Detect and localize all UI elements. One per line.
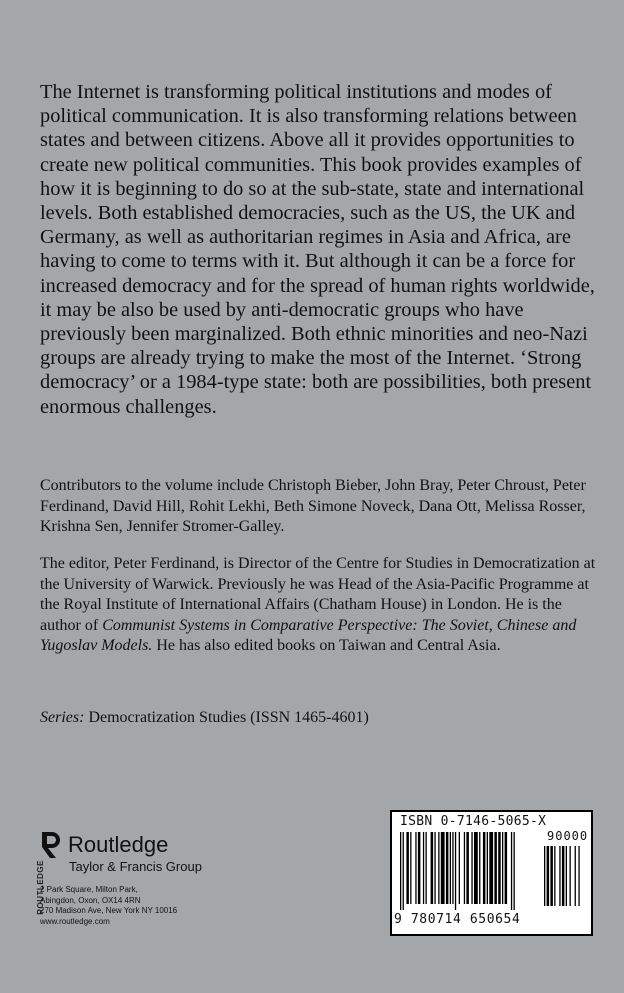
publisher-vertical-text: ROUTLEDGE <box>36 860 45 915</box>
isbn-barcode <box>390 810 593 936</box>
address-line: 2 Park Square, Milton Park, <box>40 885 138 894</box>
editor-bio <box>40 554 600 657</box>
editor-text-before: The editor, Peter Ferdinand, is Director of the Centre for Studies in Democratization at the University of Warwick. Previously he was Head of the Asia-Pacific Programme at the Royal Institute of International Affairs (Chatham House) in London. He is the author of <box>40 555 596 634</box>
publisher-name: Routledge <box>68 832 169 857</box>
contributors-text: Contributors to the volume include Christoph Bieber, John Bray, Peter Chroust, Peter Ferdinand, David Hill, Rohit Lekhi, Beth Simone Noveck, Dana Ott, Melissa Rosser, Krishna Sen, Jennifer Stromer-Galley. <box>40 477 586 536</box>
address-line: 270 Madison Ave, New York NY 10016 <box>40 906 178 915</box>
series-label: Series: <box>40 709 85 726</box>
ean-number: 9 780714 650654 <box>394 912 521 927</box>
publisher-group: Taylor & Francis Group <box>69 859 202 874</box>
editor-text-after: He has also edited books on Taiwan and Central Asia. <box>152 637 501 655</box>
ean-barcode-bars <box>400 832 540 912</box>
blurb <box>40 80 600 419</box>
routledge-logo-icon <box>38 830 62 860</box>
publisher-website: www.routledge.com <box>40 916 110 926</box>
series-line <box>40 708 600 729</box>
editor-book-title: Communist Systems in Comparative Perspective: The Soviet, Chinese and Yugoslav Models. <box>40 616 577 655</box>
addon-barcode-bars <box>544 846 580 912</box>
address-line: Abingdon, Oxon, OX14 4RN <box>40 895 141 905</box>
blurb-text: The Internet is transforming political institutions and modes of political communication. It is also transforming relations between states and between citizens. Above all it provides opportunities to create new political communities. This book provides examples of how it is beginning to do so at the sub-state, state and international levels. Both established democracies, such as the US, the UK and Germany, as well as authoritarian regimes in Asia and Africa, are having to come to terms with it. But although it can be a force for increased democracy and for the spread of human rights worldwide, it may be also be used by anti-democratic groups who have previously been marginalized. Both ethnic minorities and neo-Nazi groups are already trying to make the most of the Internet. ‘Strong democracy’ or a 1984-type state: both are possibilities, both present enormous challenges. <box>40 81 595 418</box>
isbn-number: ISBN 0-7146-5065-X <box>400 814 547 829</box>
publisher-address <box>40 885 177 927</box>
series-text: Democratization Studies (ISSN 1465-4601) <box>84 709 369 726</box>
price-addon-number: 90000 <box>547 829 589 843</box>
